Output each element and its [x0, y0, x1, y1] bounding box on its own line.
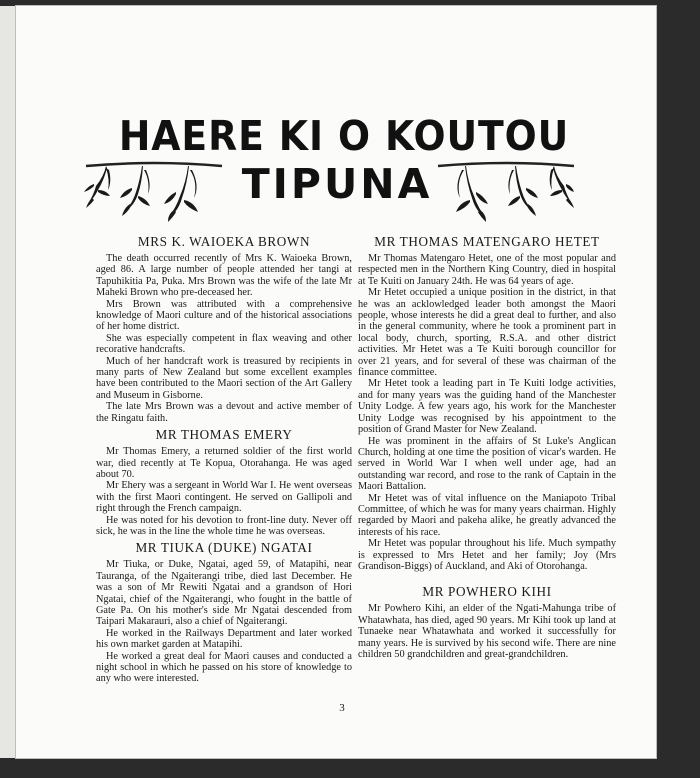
paragraph: He was noted for his devotion to front-line duty. Never off sick, he was in the line the whole time he was overseas. — [96, 514, 352, 537]
page-title-line2: TIPUNA — [241, 160, 433, 208]
paragraph: Mr Hetet occupied a unique position in the district, in that he was an acklowledged leader both amongst the Maori people, whose interests he did a great deal to further, and also in the general community, where he took a prominent part in local body, church, sporting, R.S.A. and other district activities. Mr Hetet was a Te Kuiti borough councillor for over 21 years, and for several of these was chairman of the finance committee. — [358, 287, 616, 379]
section-heading: MR THOMAS MATENGARO HETET — [374, 234, 600, 249]
obituary-section — [358, 234, 616, 572]
paragraph: Mr Powhero Kihi, an elder of the Ngati-Mahunga tribe of Whatawhata, has died, aged 90 years. Mr Kihi took up land at Tunaeke near Whatawhata and worked it successfully for many years. He is survived by his second wife. There are nine children 50 grandchildren and great-grandchildren. — [358, 603, 616, 660]
obituary-section — [96, 234, 352, 424]
left-page-edge — [0, 6, 16, 758]
paragraph: Mr Hetet was of vital influence on the Maniapoto Tribal Committee, of which he was for many years chairman. Highly regarded by Maori and pakeha alike, he greatly advanced the interests of his race. — [358, 492, 616, 538]
paragraph: The death occurred recently of Mrs K. Waioeka Brown, aged 86. A large number of people attended her tangi at Tapuhikitia Pa, Puka. Mrs Brown was the wife of the late Mr Maheki Brown who pre-deceased her. — [96, 253, 352, 299]
obituary-section — [358, 584, 616, 660]
left-column — [96, 234, 352, 688]
paragraph: Mr Hetet was popular throughout his life. Much sympathy is expressed to Mrs Hetet and her family; Joy (Mrs Grandison-Biggs) of Auckland, and Aki of Otorohanga. — [358, 538, 616, 572]
page-title-line1: HAERE KI O KOUTOU — [118, 112, 570, 160]
fern-vine-decoration-left-icon — [84, 158, 224, 224]
paragraph: He was prominent in the affairs of St Luke's Anglican Church, holding at one time the position of vicar's warden. He served in World War I when well under age, had an outstanding war record, and rose to the rank of Captain in the Maori Battalion. — [358, 435, 616, 493]
paragraph: Mr Thomas Matengaro Hetet, one of the most popular and respected men in the Northern King Country, died in hospital at Te Kuiti on January 24th. He was 64 years of age. — [358, 253, 616, 287]
section-heading: MR TIUKA (DUKE) NGATAI — [135, 540, 313, 556]
title-block — [16, 112, 656, 224]
paragraph: Mrs Brown was attributed with a comprehensive knowledge of Maori culture and of the historical associations of her home district. — [96, 298, 352, 333]
obituary-section — [96, 427, 352, 537]
magazine-page — [16, 6, 656, 758]
obituary-section — [96, 540, 352, 684]
paragraph: The late Mrs Brown was a devout and active member of the Ringatu faith. — [96, 401, 352, 424]
section-heading: MR THOMAS EMERY — [155, 427, 293, 443]
fern-vine-decoration-right-icon — [436, 158, 576, 224]
section-heading: MRS K. WAIOEKA BROWN — [137, 234, 311, 249]
paragraph: He worked a great deal for Maori causes and conducted a night school in which he passed on his store of knowledge to any who were interested. — [96, 650, 352, 685]
page-number: 3 — [339, 702, 345, 714]
paragraph: Mr Tiuka, or Duke, Ngatai, aged 59, of Matapihi, near Tauranga, of the Ngaiterangi tribe, died last December. He was a son of Mr Rewiti Ngatai and a grandson of Hori Ngatai, chief of the Ngaiterangi, who fought in the battle of Gate Pa. On his mother's side Mr Ngatai descended from Taipari Makarauri, also a chief of Ngaiterangi. — [96, 559, 352, 628]
paragraph: Mr Ehery was a sergeant in World War I. He went overseas with the first Maori contingent. He served on Gallipoli and right through the French campaign. — [96, 480, 352, 515]
section-heading: MR POWHERO KIHI — [422, 584, 552, 600]
paragraph: She was especially competent in flax weaving and other recorative handcrafts. — [96, 332, 352, 356]
paragraph: Mr Thomas Emery, a returned soldier of the first world war, died recently at Te Kopua, Otorahanga. He was aged about 70. — [96, 446, 352, 480]
paragraph: Much of her handcraft work is treasured by recipients in many parts of New Zealand but some excellent examples have been contributed to the Maori section of the Art Gallery and Museum in Gisborne. — [96, 355, 352, 401]
right-column — [358, 234, 616, 663]
paragraph: He worked in the Railways Department and later worked his own market garden at Matapihi. — [96, 627, 352, 651]
paragraph: Mr Hetet took a leading part in Te Kuiti lodge activities, and for many years was the guiding hand of the Manchester Unity Lodge. A few years ago, his work for the Manchester Unity Lodge was recognised by his appointment to the position of Grand Master for New Zealand. — [358, 378, 616, 436]
